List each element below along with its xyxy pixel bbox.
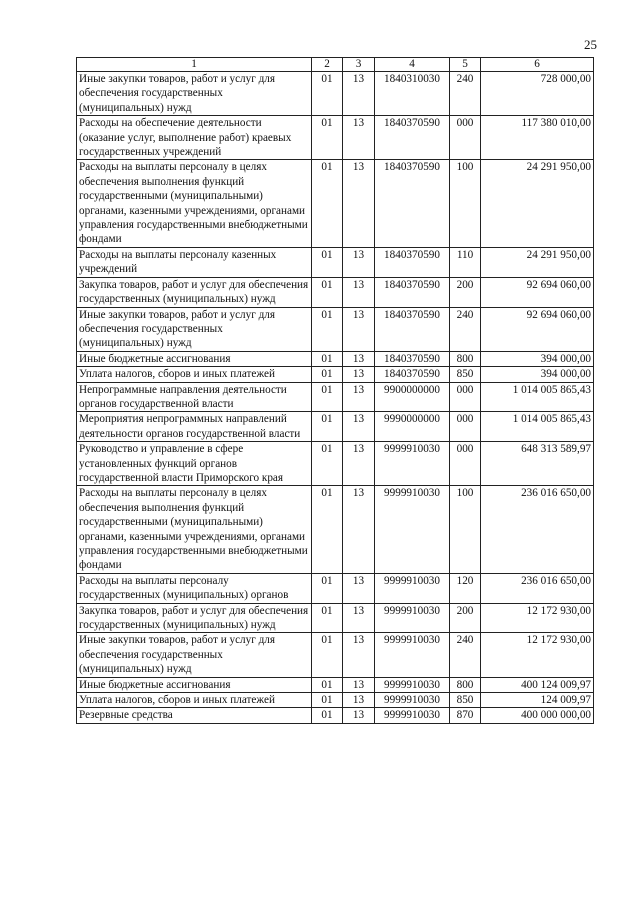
row-section-cell: 01	[312, 573, 343, 603]
row-expense-type-cell: 850	[450, 367, 481, 382]
row-name-cell: Иные закупки товаров, работ и услуг для обеспечения государственных (муниципальных) нужд	[77, 72, 312, 116]
row-amount-cell: 394 000,00	[481, 367, 594, 382]
row-target-article-cell: 9990000000	[375, 412, 450, 442]
row-expense-type-cell: 240	[450, 633, 481, 677]
row-name-cell: Иные бюджетные ассигнования	[77, 677, 312, 692]
row-target-article-cell: 1840370590	[375, 116, 450, 160]
row-amount-cell: 394 000,00	[481, 351, 594, 366]
row-amount-cell: 24 291 950,00	[481, 247, 594, 277]
row-expense-type-cell: 240	[450, 72, 481, 116]
table-row	[77, 603, 594, 633]
row-section-cell: 01	[312, 603, 343, 633]
column-header: 6	[481, 58, 594, 72]
row-subsection-cell: 13	[343, 573, 375, 603]
row-name-cell: Иные закупки товаров, работ и услуг для обеспечения государственных (муниципальных) нужд	[77, 307, 312, 351]
row-target-article-cell: 1840370590	[375, 307, 450, 351]
table-row	[77, 486, 594, 573]
row-target-article-cell: 9999910030	[375, 633, 450, 677]
table-row	[77, 307, 594, 351]
table-row	[77, 677, 594, 692]
row-amount-cell: 400 124 009,97	[481, 677, 594, 692]
row-section-cell: 01	[312, 677, 343, 692]
row-section-cell: 01	[312, 72, 343, 116]
table-row	[77, 351, 594, 366]
table-row	[77, 160, 594, 247]
row-expense-type-cell: 110	[450, 247, 481, 277]
row-subsection-cell: 13	[343, 693, 375, 708]
row-name-cell: Уплата налогов, сборов и иных платежей	[77, 693, 312, 708]
table-row	[77, 708, 594, 723]
row-expense-type-cell: 870	[450, 708, 481, 723]
page-number: 25	[584, 37, 597, 52]
row-name-cell: Расходы на выплаты персоналу казенных учреждений	[77, 247, 312, 277]
row-amount-cell: 117 380 010,00	[481, 116, 594, 160]
row-target-article-cell: 9999910030	[375, 708, 450, 723]
row-amount-cell: 236 016 650,00	[481, 573, 594, 603]
row-section-cell: 01	[312, 116, 343, 160]
row-section-cell: 01	[312, 633, 343, 677]
row-amount-cell: 236 016 650,00	[481, 486, 594, 573]
row-section-cell: 01	[312, 382, 343, 412]
row-subsection-cell: 13	[343, 442, 375, 486]
column-header: 3	[343, 58, 375, 72]
row-target-article-cell: 9999910030	[375, 442, 450, 486]
row-section-cell: 01	[312, 277, 343, 307]
row-name-cell: Закупка товаров, работ и услуг для обеспечения государственных (муниципальных) нужд	[77, 603, 312, 633]
row-name-cell: Расходы на выплаты персоналу государственных (муниципальных) органов	[77, 573, 312, 603]
row-target-article-cell: 9900000000	[375, 382, 450, 412]
table-row	[77, 633, 594, 677]
row-subsection-cell: 13	[343, 603, 375, 633]
row-name-cell: Уплата налогов, сборов и иных платежей	[77, 367, 312, 382]
row-target-article-cell: 1840370590	[375, 160, 450, 247]
row-target-article-cell: 9999910030	[375, 603, 450, 633]
row-subsection-cell: 13	[343, 486, 375, 573]
row-amount-cell: 124 009,97	[481, 693, 594, 708]
row-subsection-cell: 13	[343, 160, 375, 247]
row-amount-cell: 728 000,00	[481, 72, 594, 116]
table-row	[77, 367, 594, 382]
row-section-cell: 01	[312, 412, 343, 442]
column-header: 5	[450, 58, 481, 72]
row-expense-type-cell: 200	[450, 277, 481, 307]
row-section-cell: 01	[312, 367, 343, 382]
row-subsection-cell: 13	[343, 247, 375, 277]
row-section-cell: 01	[312, 708, 343, 723]
row-amount-cell: 1 014 005 865,43	[481, 382, 594, 412]
row-section-cell: 01	[312, 693, 343, 708]
table-row	[77, 247, 594, 277]
row-subsection-cell: 13	[343, 277, 375, 307]
table-row	[77, 72, 594, 116]
row-amount-cell: 648 313 589,97	[481, 442, 594, 486]
row-expense-type-cell: 800	[450, 351, 481, 366]
row-target-article-cell: 1840370590	[375, 367, 450, 382]
row-name-cell: Расходы на выплаты персоналу в целях обеспечения выполнения функций государственными (муниципальными) органами, казенными учреждениями, органами управления государственными внебюджетными фондами	[77, 486, 312, 573]
table-row	[77, 442, 594, 486]
table-row	[77, 382, 594, 412]
row-expense-type-cell: 200	[450, 603, 481, 633]
row-subsection-cell: 13	[343, 351, 375, 366]
row-name-cell: Расходы на обеспечение деятельности (оказание услуг, выполнение работ) краевых государственных учреждений	[77, 116, 312, 160]
column-header: 1	[77, 58, 312, 72]
table-header-row	[77, 58, 594, 72]
row-expense-type-cell: 850	[450, 693, 481, 708]
row-name-cell: Расходы на выплаты персоналу в целях обеспечения выполнения функций государственными (муниципальными) органами, казенными учреждениями, органами управления государственными внебюджетными фондами	[77, 160, 312, 247]
row-subsection-cell: 13	[343, 382, 375, 412]
row-name-cell: Иные закупки товаров, работ и услуг для обеспечения государственных (муниципальных) нужд	[77, 633, 312, 677]
row-name-cell: Иные бюджетные ассигнования	[77, 351, 312, 366]
row-expense-type-cell: 000	[450, 382, 481, 412]
row-target-article-cell: 9999910030	[375, 486, 450, 573]
row-target-article-cell: 9999910030	[375, 677, 450, 692]
budget-table	[76, 57, 594, 724]
table-row	[77, 116, 594, 160]
row-subsection-cell: 13	[343, 708, 375, 723]
row-amount-cell: 12 172 930,00	[481, 633, 594, 677]
row-name-cell: Непрограммные направления деятельности органов государственной власти	[77, 382, 312, 412]
row-name-cell: Закупка товаров, работ и услуг для обеспечения государственных (муниципальных) нужд	[77, 277, 312, 307]
row-expense-type-cell: 000	[450, 442, 481, 486]
row-target-article-cell: 9999910030	[375, 573, 450, 603]
row-name-cell: Резервные средства	[77, 708, 312, 723]
row-expense-type-cell: 800	[450, 677, 481, 692]
row-target-article-cell: 1840370590	[375, 247, 450, 277]
row-section-cell: 01	[312, 486, 343, 573]
table-row	[77, 693, 594, 708]
row-subsection-cell: 13	[343, 116, 375, 160]
row-section-cell: 01	[312, 442, 343, 486]
row-expense-type-cell: 000	[450, 116, 481, 160]
row-expense-type-cell: 100	[450, 486, 481, 573]
table-row	[77, 277, 594, 307]
row-subsection-cell: 13	[343, 412, 375, 442]
table-row	[77, 412, 594, 442]
column-header: 2	[312, 58, 343, 72]
row-section-cell: 01	[312, 247, 343, 277]
row-expense-type-cell: 000	[450, 412, 481, 442]
row-target-article-cell: 1840370590	[375, 351, 450, 366]
row-amount-cell: 24 291 950,00	[481, 160, 594, 247]
row-amount-cell: 92 694 060,00	[481, 277, 594, 307]
row-subsection-cell: 13	[343, 307, 375, 351]
row-subsection-cell: 13	[343, 677, 375, 692]
row-expense-type-cell: 240	[450, 307, 481, 351]
row-section-cell: 01	[312, 351, 343, 366]
row-subsection-cell: 13	[343, 72, 375, 116]
row-section-cell: 01	[312, 160, 343, 247]
row-name-cell: Мероприятия непрограммных направлений деятельности органов государственной власти	[77, 412, 312, 442]
row-expense-type-cell: 120	[450, 573, 481, 603]
row-target-article-cell: 1840310030	[375, 72, 450, 116]
row-subsection-cell: 13	[343, 633, 375, 677]
row-amount-cell: 400 000 000,00	[481, 708, 594, 723]
row-subsection-cell: 13	[343, 367, 375, 382]
row-target-article-cell: 1840370590	[375, 277, 450, 307]
row-target-article-cell: 9999910030	[375, 693, 450, 708]
table-row	[77, 573, 594, 603]
column-header: 4	[375, 58, 450, 72]
row-amount-cell: 1 014 005 865,43	[481, 412, 594, 442]
row-expense-type-cell: 100	[450, 160, 481, 247]
row-amount-cell: 12 172 930,00	[481, 603, 594, 633]
row-section-cell: 01	[312, 307, 343, 351]
row-name-cell: Руководство и управление в сфере установленных функций органов государственной власти Приморского края	[77, 442, 312, 486]
row-amount-cell: 92 694 060,00	[481, 307, 594, 351]
